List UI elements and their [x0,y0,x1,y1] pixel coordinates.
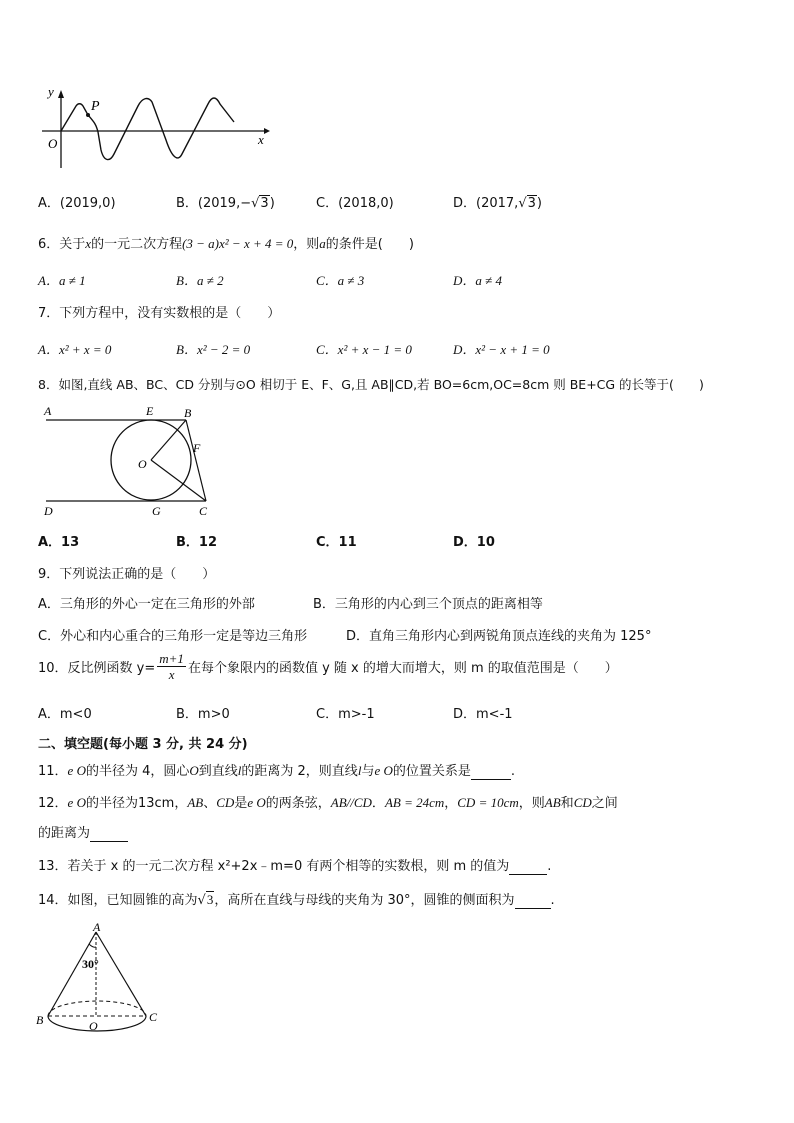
q7-option-d: D．x² − x + 1 = 0 [453,342,550,357]
q9-stem: 9．下列说法正确的是（ ） [38,567,216,582]
point-p-label: P [91,99,100,114]
q12-text-8: 和 [560,796,574,811]
q6-variable-x: x [85,236,92,251]
q11-number: 11． [38,764,68,779]
q11-point-o: O [189,763,199,778]
q9-option-a: A．三角形的外心一定在三角形的外部 [38,597,255,612]
q6-stem-mid2: ，则 [293,237,320,252]
q8-option-b: B．12 [176,535,217,550]
q5-option-b-prefix: B．(2019,− [176,196,252,211]
point-d-label: D [44,504,53,518]
q5-option-d-suffix: ) [536,196,542,211]
q10-option-c: C．m>-1 [316,707,375,722]
q6-stem-suffix: 的条件是( ) [325,237,414,252]
q12-text-10: 的距离为 [38,826,91,841]
q6-option-b: B．a ≠ 2 [176,273,224,288]
point-f-label: F [193,441,201,455]
q11-text-1: 的半径为 4，圆心 [85,764,190,779]
q10-option-b: B．m>0 [176,707,230,722]
q9-option-c: C．外心和内心重合的三角形一定是等边三角形 [38,629,308,644]
q13-stem [38,855,551,875]
q8-option-d: D．10 [453,535,495,550]
q5-option-b-suffix: ) [269,196,275,211]
q14-text-2: ，高所在直线与母线的夹角为 30°，圆锥的侧面积为 [214,893,515,908]
q10-fraction [157,651,186,682]
q12-circle-symbol: e O [67,795,86,810]
q13-answer-blank[interactable] [509,859,547,875]
q12-parallel: AB//CD [330,795,372,810]
q11-line-l-2: l [357,763,362,778]
point-b-label: B [36,1013,44,1027]
q12-text-7: ，则 [518,796,545,811]
q11-line-l: l [237,763,242,778]
q5-option-b [176,192,275,211]
q11-text-5: 的位置关系是 [392,764,471,779]
center-o-label: O [89,1019,98,1033]
angle-label: 30° [82,957,99,971]
q5-option-d-prefix: D．(2017, [453,196,519,211]
q13-text: 13．若关于 x 的一元二次方程 x²+2x﹣m=0 有两个相等的实数根，则 m 的值为 [38,859,510,874]
q11-text-3: 的距离为 2，则直线 [241,764,358,779]
q13-end: . [547,859,552,874]
q12-chord-ab-2: AB [544,795,561,810]
q6-stem-prefix: 6．关于 [38,237,86,252]
sqrt-sign: √ [518,196,527,211]
q6-stem-mid1: 的一元二次方程 [91,237,183,252]
q12-text-9: 之间 [591,796,618,811]
q12-circle-symbol-2: e O [247,795,266,810]
q12-ab-length: AB = 24cm [384,795,445,810]
apex-a-label: A [93,920,101,934]
q6-equation: (3 − a)x² − x + 4 = 0 [182,236,294,251]
q5-option-c: C．(2018,0) [316,196,394,211]
q11-circle-symbol: e O [67,763,86,778]
q14-stem [38,889,555,909]
q6-option-c: C．a ≠ 3 [316,273,365,288]
point-o-label: O [138,457,147,471]
q10-stem-suffix: 在每个象限内的函数值 y 随 x 的增大而增大，则 m 的取值范围是（ ） [187,661,618,676]
q14-end: . [550,893,555,908]
q11-answer-blank[interactable] [471,764,511,780]
q5-option-b-radicand: 3 [260,196,269,211]
q11-text-4: 与 [361,764,375,779]
x-axis-label: x [258,132,264,147]
q10-fraction-numerator: m+1 [159,651,184,666]
q7-option-c: C．x² + x − 1 = 0 [316,342,412,357]
point-c-label: C [149,1010,158,1024]
q8-stem: 8．如图,直线 AB、BC、CD 分别与⊙O 相切于 E、F、G,且 AB∥CD,若 BO=6cm,OC=8cm 则 BE+CG 的长等于( ) [38,377,704,392]
sqrt-sign: √ [197,893,206,908]
q12-chord-cd: CD [216,795,235,810]
q11-end: . [510,764,516,779]
q10-stem [38,651,618,682]
q12-text-4: 的两条弦， [265,796,331,811]
cone-figure [34,920,169,1035]
q12-stem [38,792,618,811]
q12-text-5: ． [371,796,385,811]
q10-option-a: A．m<0 [38,707,92,722]
q14-text-1: 14．如图，已知圆锥的高为 [38,893,198,908]
q14-radicand: 3 [206,892,214,907]
sine-wave-figure [38,82,273,172]
q10-option-d: D．m<-1 [453,707,513,722]
point-b-label: B [184,406,192,420]
q12-number: 12． [38,796,68,811]
q10-fraction-denominator: x [168,667,175,682]
point-c-label: C [199,504,208,518]
q8-option-a: A．13 [38,535,80,550]
q12-stem-line2 [38,822,128,842]
q12-cd-length: CD = 10cm [457,795,519,810]
q12-text-2: 、 [203,796,217,811]
point-e-label: E [146,404,154,418]
q6-option-d: D．a ≠ 4 [453,273,503,288]
q6-variable-a: a [319,236,326,251]
q5-option-d-radicand: 3 [527,196,536,211]
q10-stem-prefix: 10．反比例函数 y= [38,661,156,676]
q6-stem [38,233,414,252]
q8-option-c: C．11 [316,535,357,550]
origin-label: O [48,136,58,151]
q11-stem [38,760,515,780]
q12-text-1: 的半径为13cm， [85,796,188,811]
q5-option-d [453,192,542,211]
q6-option-a: A．a ≠ 1 [38,273,86,288]
q5-option-a: A．(2019,0) [38,196,116,211]
q12-answer-blank[interactable] [90,826,128,842]
q7-stem: 7．下列方程中，没有实数根的是（ ） [38,306,281,321]
q7-option-a: A．x² + x = 0 [38,342,112,357]
q14-answer-blank[interactable] [515,893,551,909]
q7-option-b: B．x² − 2 = 0 [176,342,251,357]
q11-text-2: 到直线 [198,764,238,779]
y-axis-label: y [48,84,54,99]
point-g-label: G [152,504,161,518]
q12-chord-cd-2: CD [573,795,592,810]
q9-option-d: D．直角三角形内心到两锐角顶点连线的夹角为 125° [346,629,652,644]
q9-option-b: B．三角形的内心到三个顶点的距离相等 [313,597,543,612]
q11-circle-symbol-2: e O [374,763,393,778]
q12-text-3: 是 [234,796,248,811]
section-heading: 二、填空题(每小题 3 分, 共 24 分) [38,737,248,752]
q12-chord-ab: AB [187,795,204,810]
sqrt-sign: √ [251,196,260,211]
tangent-circle-figure [38,400,223,520]
point-a-label: A [44,404,52,418]
q12-text-6: ， [444,796,458,811]
